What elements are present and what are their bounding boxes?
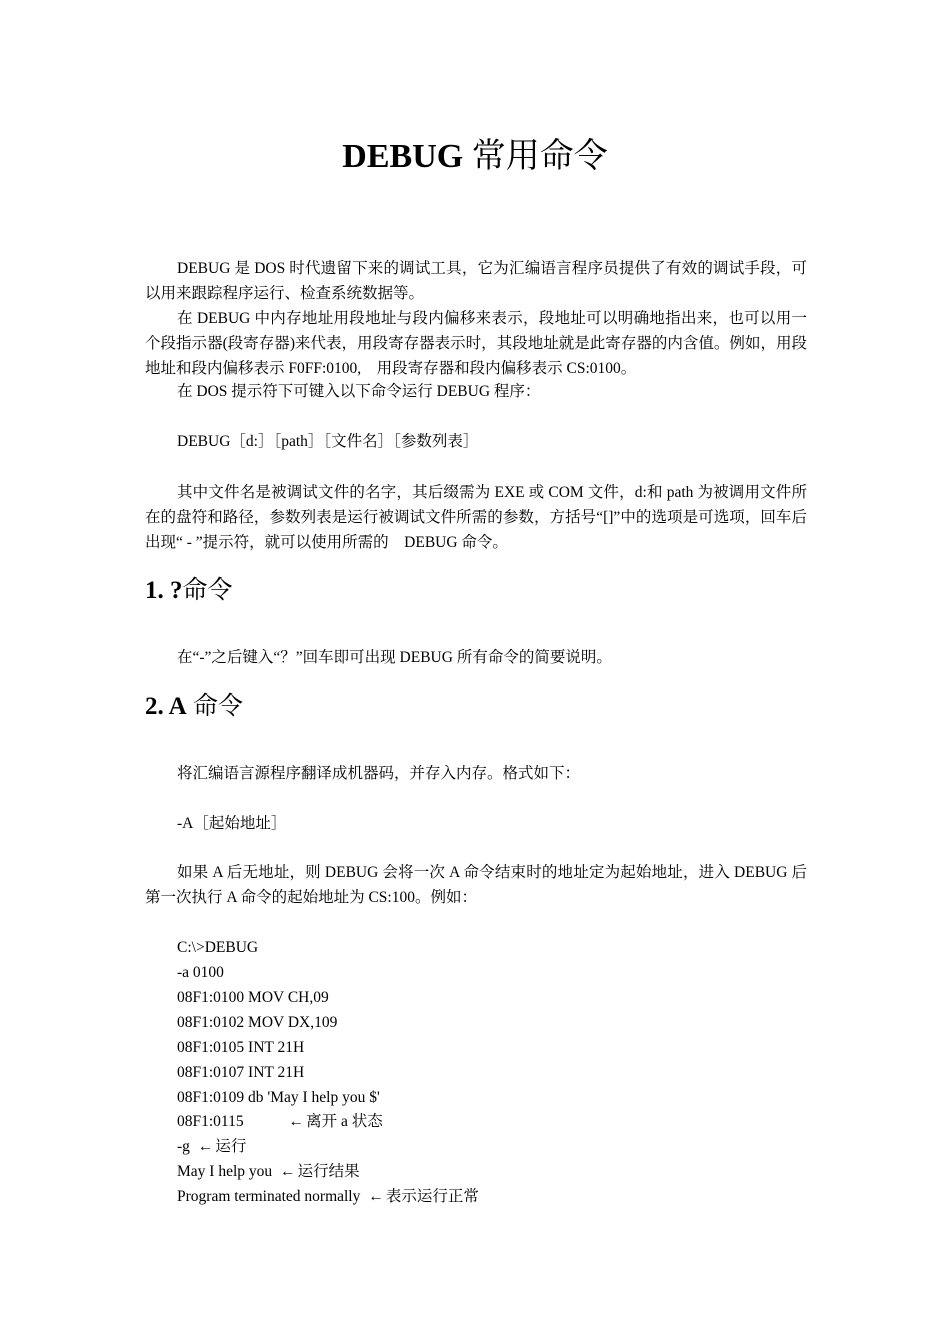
example-line: Program terminated normally ← 表示运行正常 [177,1184,479,1209]
section-2-description: 如果 A 后无地址，则 DEBUG 会将一次 A 命令结束时的地址定为起始地址，进入 DEBUG 后第一次执行 A 命令的起始地址为 CS:100。例如： [145,864,807,906]
page-title-zh: 常用命令 [471,138,608,175]
example-line: C:\>DEBUG [177,939,259,956]
example-line: 08F1:0100 MOV CH,09 [177,989,329,1006]
left-arrow-icon: ← [197,1138,214,1155]
section-2-number: 2. A [145,693,187,720]
intro-paragraph-1: DEBUG 是 DOS 时代遗留下来的调试工具，它为汇编语言程序员提供了有效的调试手段，可以用来跟踪程序运行、检查系统数据等。 [145,260,807,302]
section-1-number: 1. ? [145,577,183,604]
intro-paragraph-3: 在 DOS 提示符下可键入以下命令运行 DEBUG 程序： [177,383,541,400]
example-line: 08F1:0115 ← 离开 a 状态 [177,1109,383,1134]
example-note: 离开 a 状态 [306,1113,383,1130]
section-2-text: 将汇编语言源程序翻译成机器码，并存入内存。格式如下： [177,765,581,782]
example-line: -g ← 运行 [177,1134,246,1159]
intro-paragraph-4: 其中文件名是被调试文件的名字，其后缀需为 EXE 或 COM 文件，d:和 path 为被调用文件所在的盘符和路径，参数列表是运行被调试文件所需的参数，方括号“[]”中的选项是可选项，回车后出现“ - ”提示符，就可以使用所需的 DEBUG 命令。 [145,484,807,551]
example-note: 表示运行正常 [385,1188,479,1205]
section-2-heading [145,690,243,724]
example-line: 08F1:0107 INT 21H [177,1064,305,1081]
section-1-label: 命令 [182,577,233,604]
left-arrow-icon: ← [280,1163,296,1180]
example-note: 运行 [215,1138,247,1155]
intro-paragraph-2: 在 DEBUG 中内存地址用段地址与段内偏移来表示，段地址可以明确地指出来，也可以用一个段指示器(段寄存器)来代表，用段寄存器表示时，其段地址就是此寄存器的内含值。例如，用段地址和段内偏移表示 F0FF:0100, 用段寄存器和段内偏移表示 CS:0100。 [145,310,807,377]
section-1-text: 在“-”之后键入“？”回车即可出现 DEBUG 所有命令的简要说明。 [177,649,612,666]
page-title-en: DEBUG [342,138,464,175]
section-2-syntax: -A［起始地址］ [177,815,287,832]
example-line: 08F1:0105 INT 21H [177,1039,305,1056]
page-title [0,134,950,180]
section-2-label: 命令 [186,693,243,720]
left-arrow-icon: ← [288,1113,305,1130]
example-note: 运行结果 [297,1163,360,1180]
example-line: 08F1:0109 db 'May I help you $' [177,1089,380,1106]
example-line: -a 0100 [177,964,224,981]
left-arrow-icon: ← [368,1188,384,1205]
example-line: May I help you ← 运行结果 [177,1159,360,1184]
debug-syntax: DEBUG［d:］［path］［文件名］［参数列表］ [177,433,479,450]
section-1-heading [145,574,233,608]
example-line: 08F1:0102 MOV DX,109 [177,1014,338,1031]
